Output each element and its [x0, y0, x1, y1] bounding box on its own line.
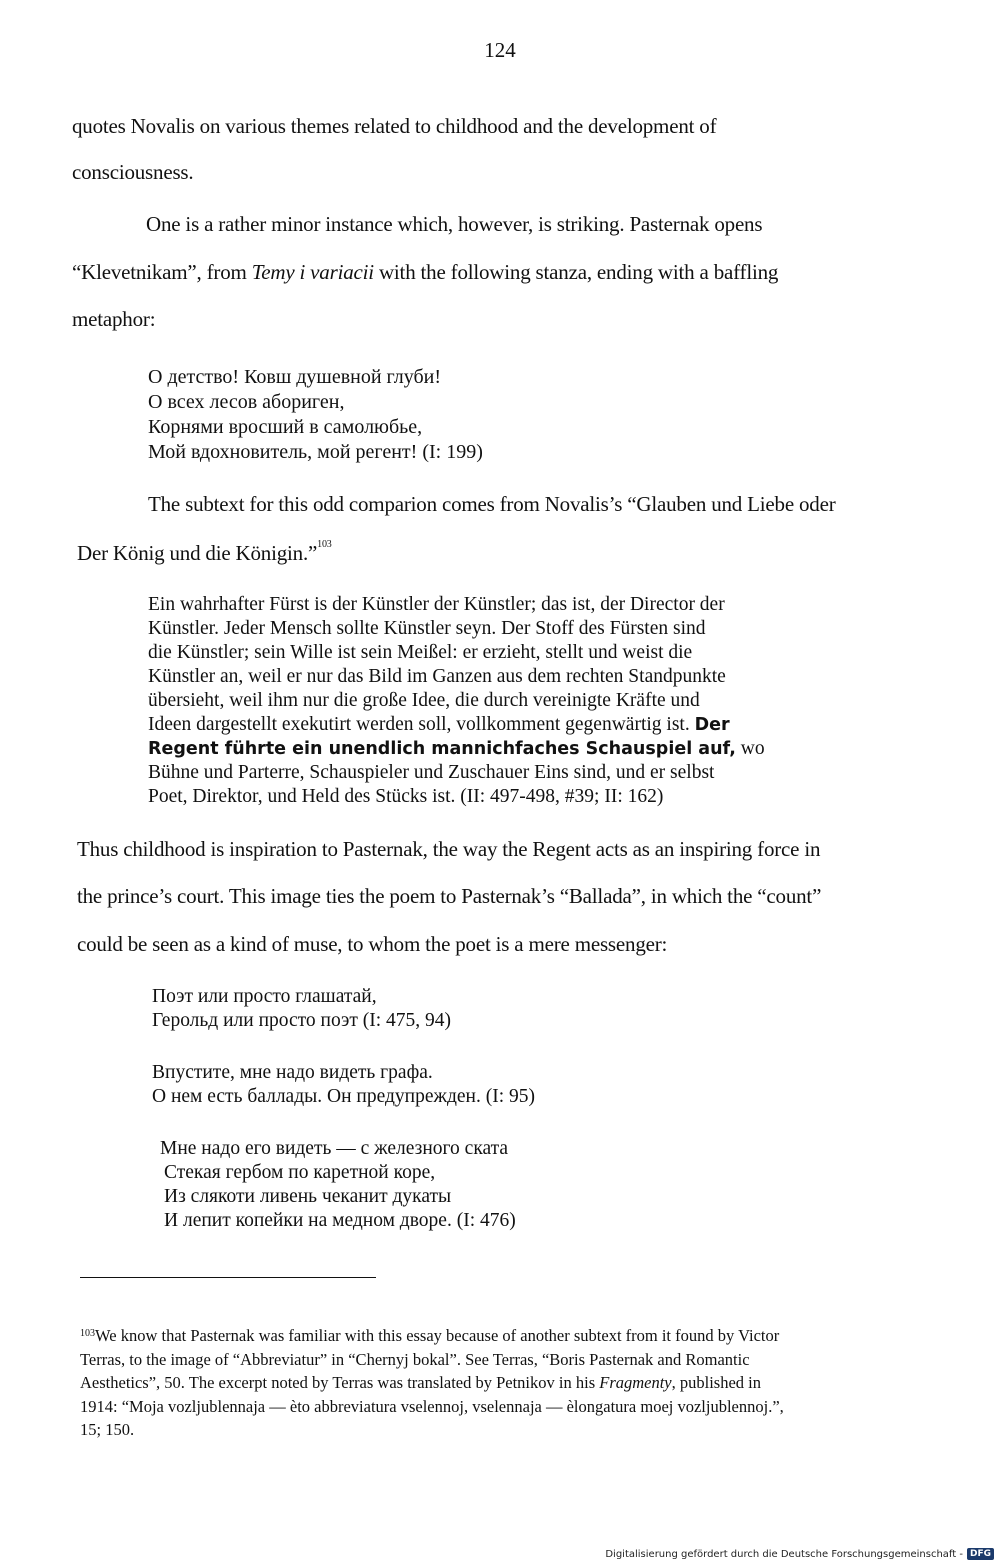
poem-line: Стекая гербом по каретной коре,	[164, 1162, 436, 1183]
footnote-line: $^{103}$We know that Pasternak was familiar with this essay because of another subtext from it found by Victor	[80, 1326, 780, 1345]
poem-ballada-stanza2	[152, 1061, 535, 1109]
emphasis: Der	[694, 715, 730, 735]
footnote-line: Aesthetics”, 50. The excerpt noted by Terras was translated by Petnikov in his Fragmenty, published in	[80, 1373, 762, 1392]
poem-line: Впустите, мне надо видеть графа.	[152, 1062, 433, 1083]
para3-line1: The subtext for this odd comparion comes from Novalis’s “Glauben und Liebe oder	[148, 492, 836, 516]
poem-klevetnikam	[148, 365, 483, 465]
footnote-number: 103	[80, 1328, 95, 1339]
german-quote	[148, 593, 765, 809]
page-number: 124	[484, 38, 516, 62]
quote-line: Ideen dargestellt exekutirt werden soll, vollkomment gegenwärtig ist. Der	[148, 714, 730, 735]
footnote	[80, 1324, 960, 1442]
para4-line2: the prince’s court. This image ties the poem to Pasternak’s “Ballada”, in which the “count”	[77, 884, 822, 908]
quote-line: die Künstler; sein Wille ist sein Meißel: er erzieht, stellt und weist die	[148, 642, 693, 663]
stamp-text: Digitalisierung gefördert durch die Deutsche Forschungsgemeinschaft -	[605, 1548, 963, 1560]
footnote-divider	[80, 1277, 376, 1278]
quote-line: Künstler. Jeder Mensch sollte Künstler seyn. Der Stoff des Fürsten sind	[148, 618, 706, 639]
para1-line2: consciousness.	[72, 160, 194, 184]
para2-line3: metaphor:	[72, 307, 156, 331]
poem-line: Поэт или просто глашатай,	[152, 986, 377, 1007]
footnote-reference: 103	[317, 539, 332, 550]
poem-line: О всех лесов абориген,	[148, 391, 345, 413]
para4-line1: Thus childhood is inspiration to Pasternak, the way the Regent acts as an inspiring force in	[77, 837, 821, 861]
poem-line: О детство! Ковш душевной глуби!	[148, 366, 441, 388]
para2-line1: One is a rather minor instance which, however, is striking. Pasternak opens	[146, 212, 763, 236]
digitization-stamp	[605, 1548, 994, 1560]
footnote-line: 1914: “Moja vozljublennaja — èto abbreviatura vselennoj, vselennaja — èlongatura moej vozljublennoj.”,	[80, 1396, 784, 1416]
para3-line2: Der König und die Königin.”$^{103}$	[77, 539, 332, 565]
poem-line: О нем есть баллады. Он предупрежден. (I: 95)	[152, 1086, 535, 1107]
poem-ballada-stanza3	[160, 1137, 516, 1233]
poem-line: Из слякоти ливень чеканит дукаты	[164, 1186, 452, 1207]
poem-line: Мой вдохновитель, мой регент! (I: 199)	[148, 441, 483, 463]
book-title: Temy i variacii	[251, 260, 374, 284]
quote-line: Poet, Direktor, und Held des Stücks ist. (II: 497-498, #39; II: 162)	[148, 786, 664, 807]
poem-line: Герольд или просто поэт (I: 475, 94)	[152, 1010, 452, 1031]
para4-line3: could be seen as a kind of muse, to whom the poet is a mere messenger:	[77, 932, 668, 956]
quote-line: Bühne und Parterre, Schauspieler und Zuschauer Eins sind, und er selbst	[148, 762, 715, 783]
quote-line: übersieht, weil ihm nur die große Idee, die durch vereinigte Kräfte und	[148, 690, 700, 711]
quote-line: Ein wahrhafter Fürst is der Künstler der Künstler; das ist, der Director der	[148, 594, 725, 615]
footnote-line: 15; 150.	[80, 1420, 135, 1439]
footnote-line: Terras, to the image of “Abbreviatur” in “Chernyj bokal”. See Terras, “Boris Pasternak and Romantic	[80, 1349, 750, 1369]
para1-line1: quotes Novalis on various themes related to childhood and the development of	[72, 114, 717, 138]
quote-line: Regent führte ein unendlich mannichfaches Schauspiel auf, wo	[148, 738, 765, 759]
dfg-logo: DFG	[967, 1548, 994, 1560]
poem-line: Корнями вросший в самолюбье,	[148, 416, 423, 438]
para2-line2: “Klevetnikam”, from Temy i variacii with the following stanza, ending with a baffling	[72, 260, 779, 284]
quote-line: Künstler an, weil er nur das Bild im Ganzen aus dem rechten Standpunkte	[148, 666, 726, 687]
emphasis: Regent führte ein unendlich mannichfaches Schauspiel auf,	[148, 739, 736, 759]
poem-ballada-stanza1	[152, 985, 451, 1033]
book-title: Fragmenty	[599, 1373, 672, 1392]
poem-line: И лепит копейки на медном дворе. (I: 476)	[164, 1210, 516, 1231]
poem-line: Мне надо его видеть — с железного ската	[160, 1138, 509, 1159]
